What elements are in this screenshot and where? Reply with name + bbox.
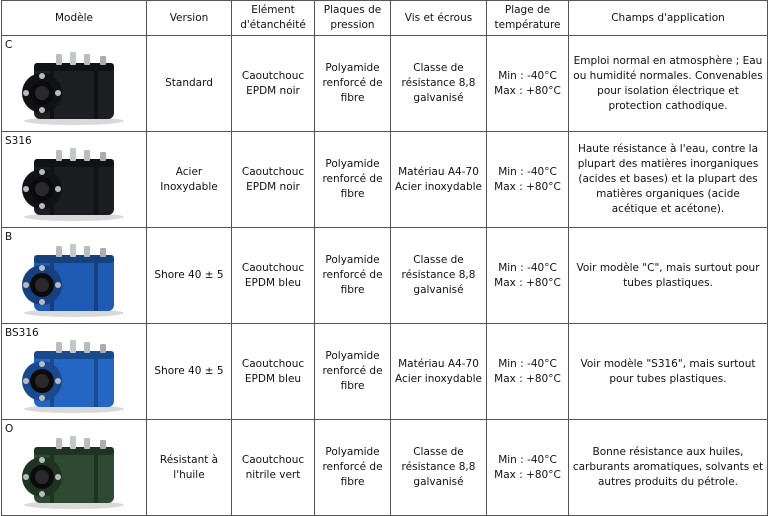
application-cell: Haute résistance à l'eau, contre la plupart des matières inorganiques (acides et bases) et la plupart des matières organiques (acide acétique et acétone). [569,132,768,228]
bolts-cell: Classe de résistance 8,8 galvanisé [391,228,487,324]
temp-max: Max : +80°C [494,180,561,193]
model-code: C [5,39,13,51]
version-cell: Standard [147,36,232,132]
temp-max: Max : +80°C [494,84,561,97]
header-row [2,1,768,36]
temp-cell [487,420,569,516]
coupling-product-image [12,241,136,319]
header-temp: Plage de température [487,1,569,36]
seal-cell: Caoutchouc EPDM bleu [232,324,315,420]
model-code: B [5,231,13,243]
seal-cell: Caoutchouc EPDM bleu [232,228,315,324]
model-cell [2,36,147,132]
temp-min: Min : -40°C [498,453,557,466]
temp-min: Min : -40°C [498,69,557,82]
model-cell [2,132,147,228]
temp-cell [487,36,569,132]
header-app: Champs d'application [569,1,768,36]
application-cell: Voir modèle "C", mais surtout pour tubes plastiques. [569,228,768,324]
temp-min: Min : -40°C [498,261,557,274]
version-cell: Shore 40 ± 5 [147,228,232,324]
table-row [2,36,768,132]
header-bolts: Vis et écrous [391,1,487,36]
model-code: O [5,423,14,435]
header-seal: Elément d'étanchéité [232,1,315,36]
temp-max: Max : +80°C [494,276,561,289]
header-model: Modèle [2,1,147,36]
temp-cell [487,132,569,228]
table-row [2,132,768,228]
model-cell [2,228,147,324]
bolts-cell: Matériau A4-70 Acier inoxydable [391,132,487,228]
plates-cell: Polyamide renforcé de fibre [315,36,391,132]
plates-cell: Polyamide renforcé de fibre [315,420,391,516]
model-cell [2,420,147,516]
plates-cell: Polyamide renforcé de fibre [315,228,391,324]
table-row [2,228,768,324]
version-cell: Résistant à l'huile [147,420,232,516]
model-code: BS316 [5,327,39,339]
temp-cell [487,228,569,324]
plates-cell: Polyamide renforcé de fibre [315,132,391,228]
temp-min: Min : -40°C [498,357,557,370]
application-cell: Emploi normal en atmosphère ; Eau ou humidité normales. Convenables pour isolation électrique et protection cathodique. [569,36,768,132]
bolts-cell: Classe de résistance 8,8 galvanisé [391,36,487,132]
table-row [2,420,768,516]
application-cell: Voir modèle "S316", mais surtout pour tubes plastiques. [569,324,768,420]
version-cell: Acier Inoxydable [147,132,232,228]
seal-cell: Caoutchouc EPDM noir [232,36,315,132]
header-plates: Plaques de pression [315,1,391,36]
table-row [2,324,768,420]
temp-min: Min : -40°C [498,165,557,178]
model-cell [2,324,147,420]
spec-table [1,0,768,516]
seal-cell: Caoutchouc EPDM noir [232,132,315,228]
bolts-cell: Matériau A4-70 Acier inoxydable [391,324,487,420]
temp-max: Max : +80°C [494,372,561,385]
application-cell: Bonne résistance aux huiles, carburants aromatiques, solvants et autres produits du pétrole. [569,420,768,516]
coupling-product-image [12,145,136,223]
header-version: Version [147,1,232,36]
seal-cell: Caoutchouc nitrile vert [232,420,315,516]
plates-cell: Polyamide renforcé de fibre [315,324,391,420]
version-cell: Shore 40 ± 5 [147,324,232,420]
bolts-cell: Classe de résistance 8,8 galvanisé [391,420,487,516]
temp-cell [487,324,569,420]
coupling-product-image [12,433,136,511]
model-code: S316 [5,135,32,147]
temp-max: Max : +80°C [494,468,561,481]
coupling-product-image [12,337,136,415]
coupling-product-image [12,49,136,127]
